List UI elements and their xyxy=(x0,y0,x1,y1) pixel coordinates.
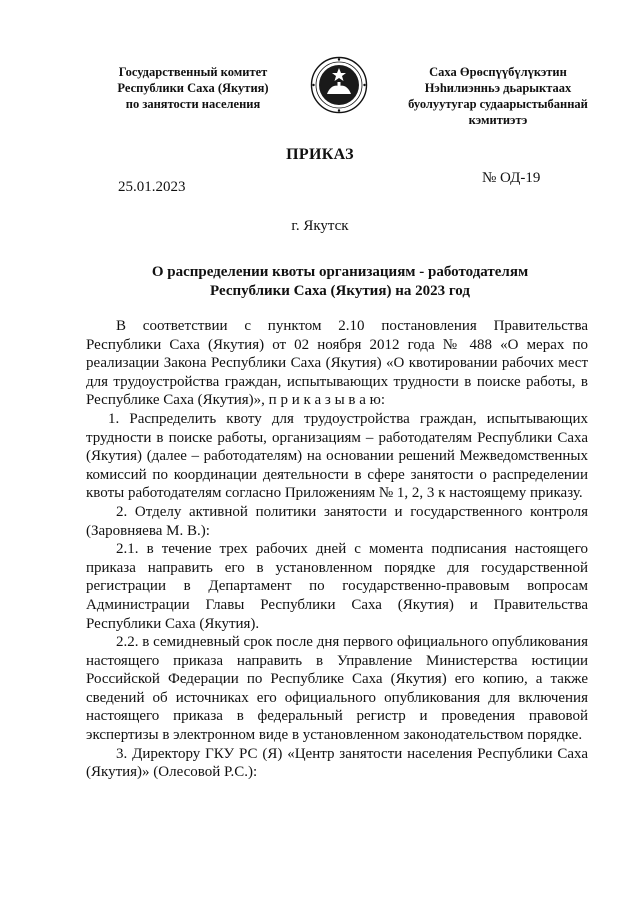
clause-2: 2. Отделу активной политики занятости и государственного контроля (Заровняева М. В.): xyxy=(86,503,588,539)
document-subject xyxy=(120,263,560,301)
document-city: г. Якутск xyxy=(291,218,349,234)
coat-of-arms-emblem xyxy=(310,56,368,114)
clause-1: 1. Распределить квоту для трудоустройства граждан, испытывающих трудности в поиске работы, организациям – работодателям Республики Саха (Якутия) (далее – работодателям) на основании решений Межведомственных комиссий по координации деятельности в сфере занятости о распределении квоты работодателям согласно Приложениям № 1, 2, 3 к настоящему приказу. xyxy=(86,410,588,502)
subject-line: О распределении квоты организациям - работодателям xyxy=(151,264,529,280)
org-name-russian xyxy=(88,64,298,112)
clause-3: 3. Директору ГКУ РС (Я) «Центр занятости населения Республики Саха (Якутия)» (Олесовой Р.С.): xyxy=(86,745,588,781)
org-line: буолуутугар судаарыстыбаннай xyxy=(408,97,588,111)
org-name-yakut xyxy=(398,64,598,128)
document-body xyxy=(86,317,588,782)
org-line: Республики Саха (Якутия) xyxy=(117,81,269,95)
subject-line: Республики Саха (Якутия) на 2023 год xyxy=(210,283,470,299)
clause-2-2: 2.2. в семидневный срок после дня первого официального опубликования настоящего приказа направить в Управление Министерства юстиции Российской Федерации по Республике Саха (Якутия) его копию, а также сведений об источниках его официального опубликования для включения настоящего приказа в федеральный регистр и проведения правовой экспертизы в электронном виде в установленном законодательством порядке. xyxy=(86,634,588,744)
org-line: Государственный комитет xyxy=(118,65,268,79)
org-line: кэмитиэтэ xyxy=(468,113,528,127)
document-date: 25.01.2023 xyxy=(118,179,186,195)
org-line: Саха Өрөспүүбүлүкэтин xyxy=(429,65,567,79)
org-line: Нэһилиэнньэ дьарыктаах xyxy=(424,81,572,95)
clause-2-1: 2.1. в течение трех рабочих дней с момента подписания настоящего приказа направить его в установленном порядке для государственной регистрации в Департамент по государственно-правовым вопросам Администрации Главы Республики Саха (Якутия) и Правительства Республики Саха (Якутия). xyxy=(86,541,588,632)
document-number: № ОД-19 xyxy=(482,170,541,186)
preamble-paragraph: В соответствии с пунктом 2.10 постановления Правительства Республики Саха (Якутия) от 02 ноября 2012 года № 488 «О мерах по реализации Закона Республики Саха (Якутия) «О квотировании рабочих мест для трудоустройства граждан, испытывающих трудности в поиске работы, в Республике Саха (Якутия)», п р и к а з ы в а ю: xyxy=(86,318,588,409)
org-line: по занятости населения xyxy=(125,97,261,111)
document-title: ПРИКАЗ xyxy=(286,146,354,163)
